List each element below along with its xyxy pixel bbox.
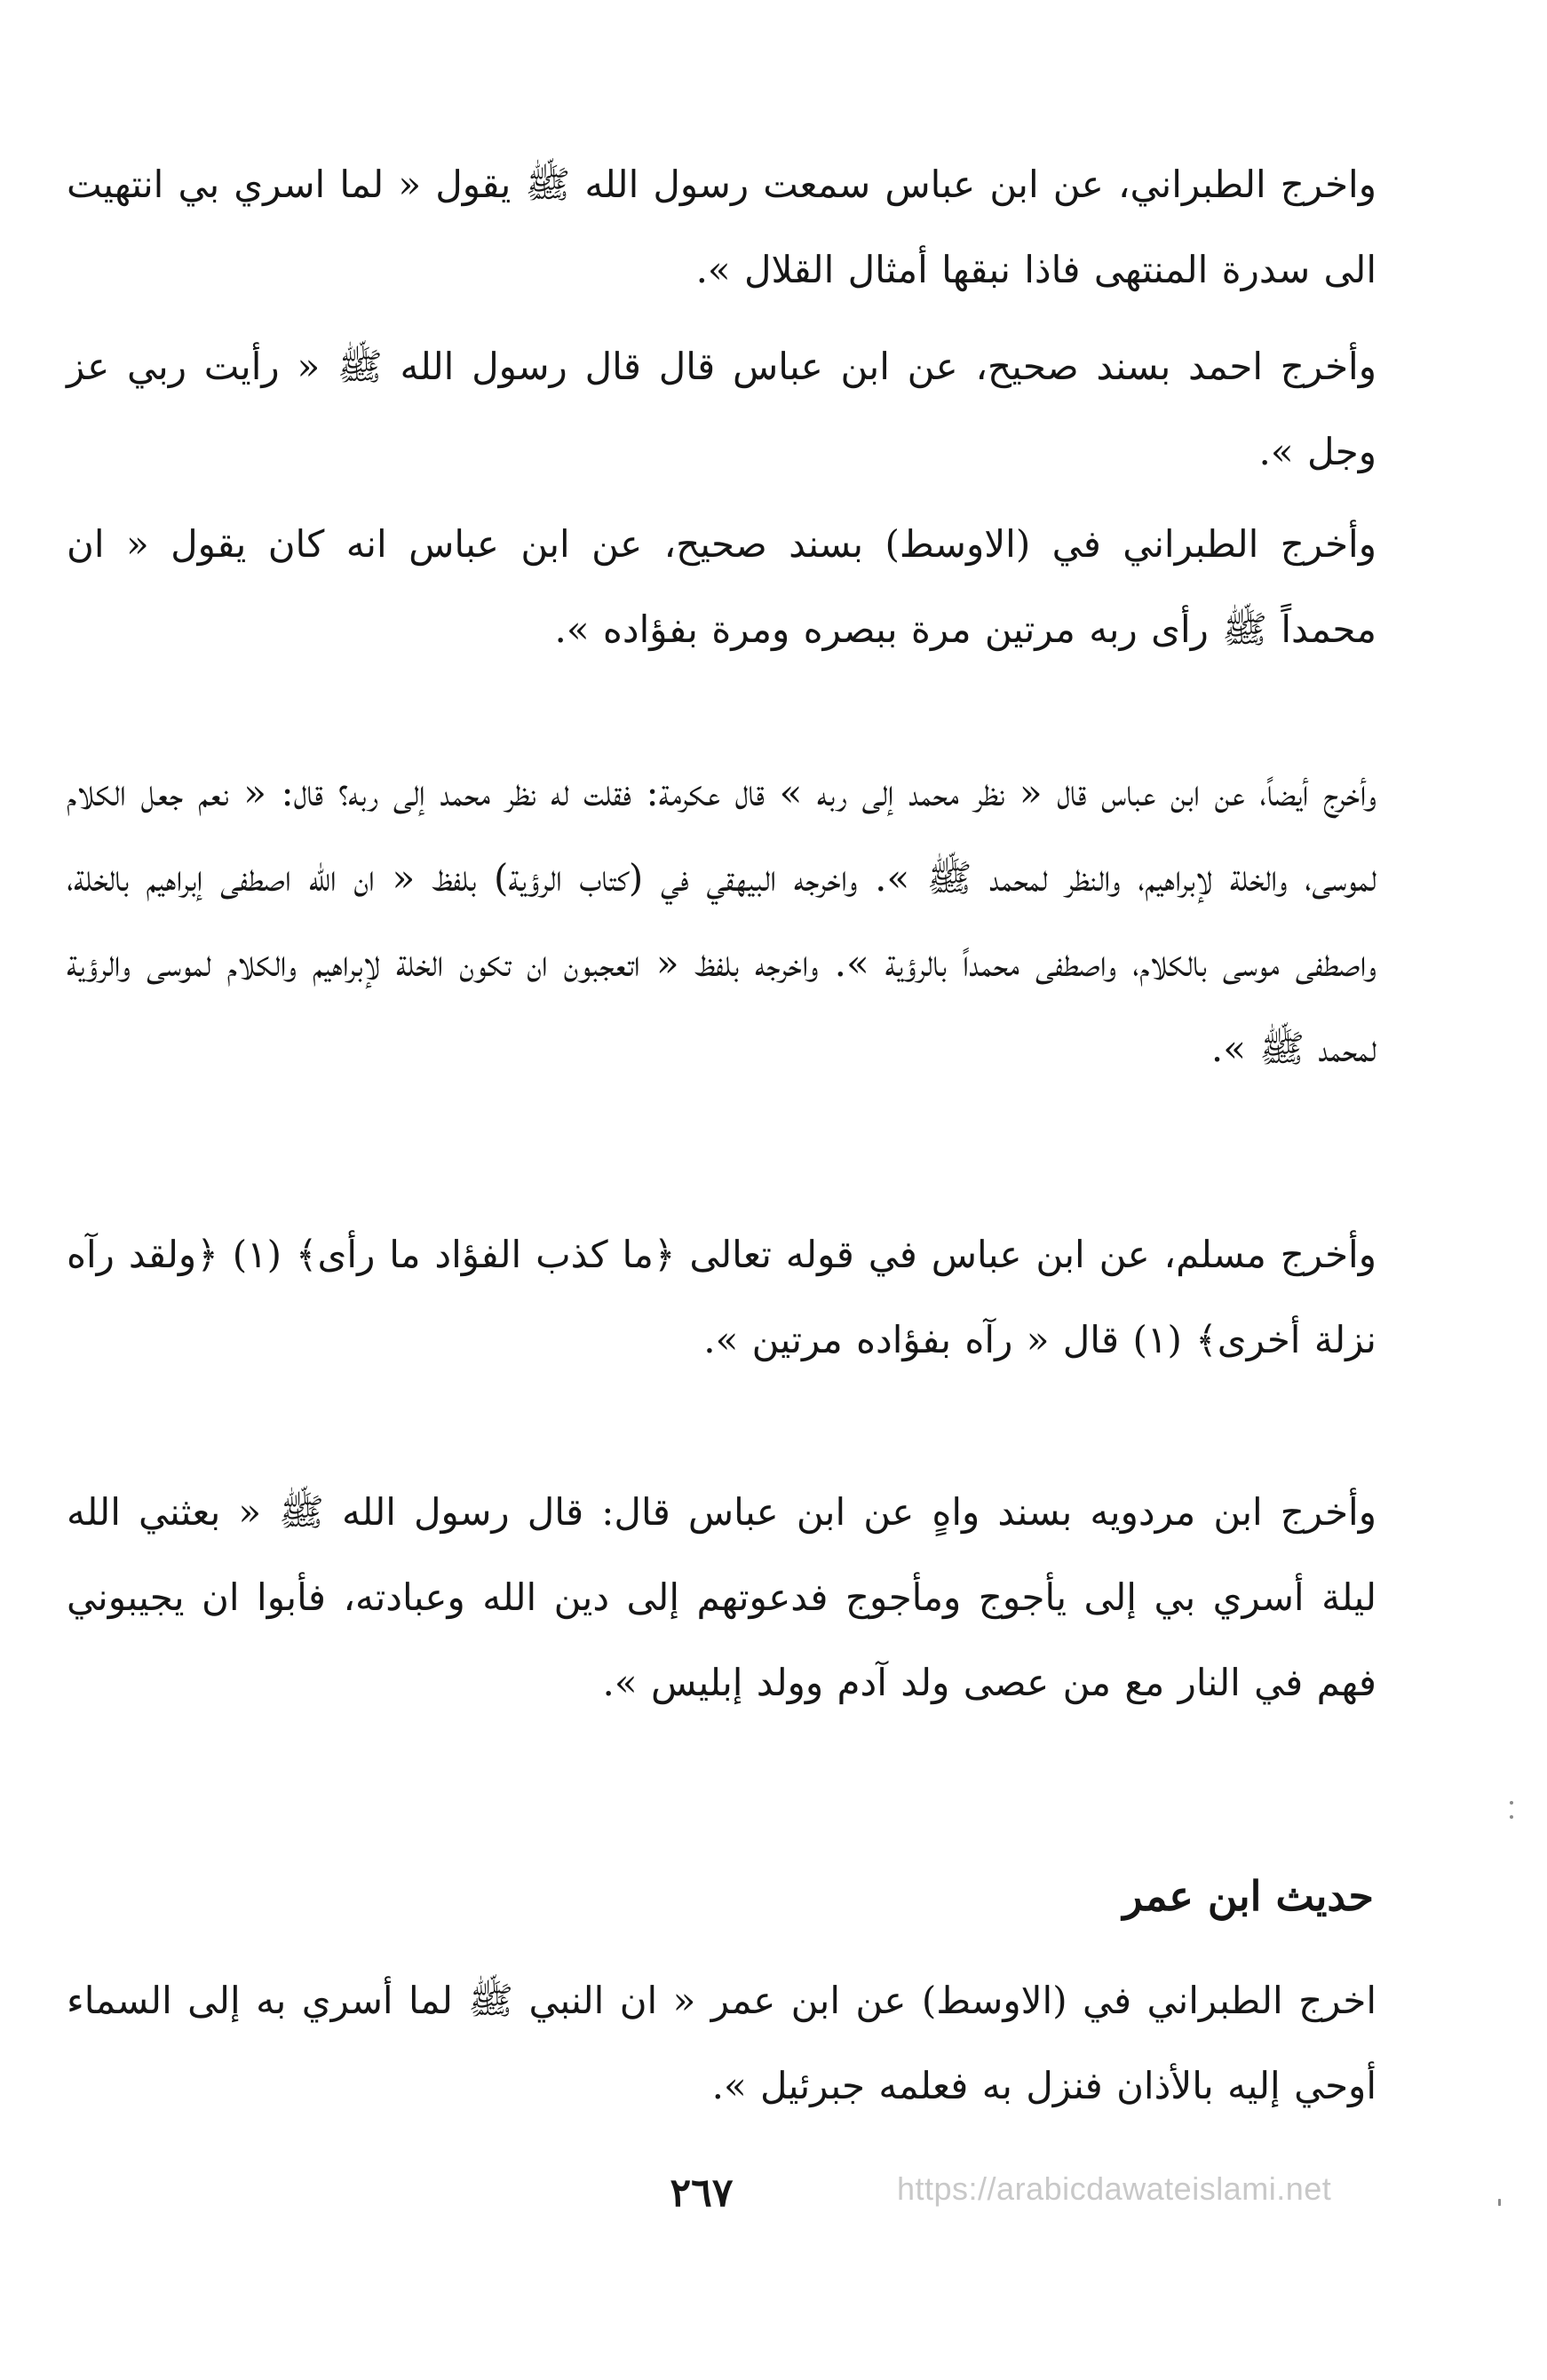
scan-speck	[1498, 2199, 1501, 2206]
scan-speck	[1510, 1801, 1513, 1805]
paragraph-tabarani-awsat: وأخرج الطبراني في (الاوسط) بسند صحيح، عن ابن عباس انه كان يقول « ان محمداً ﷺ رأى ربه مرتين مرة ببصره ومرة بفؤاده ».	[67, 522, 1376, 651]
page-number: ٢٦٧	[670, 2170, 734, 2216]
paragraph-ikrima-bayhaqi: وأخرج أيضاً، عن ابن عباس قال « نظر محمد إلى ربه » قال عكرمة: فقلت له نظر محمد إلى ربه؟ قال: « نعم جعل الكلام لموسى، والخلة لإبراهيم، والنظر لمحمد ﷺ ». واخرجه البيهقي في (كتاب الرؤية) بلفظ « ان الله اصطفى إبراهيم بالخلة، واصطفى موسى بالكلام، واصطفى محمداً بالرؤية ». واخرجه بلفظ « اتعجبون ان تكون الخلة لإبراهيم والكلام لموسى والرؤية لمحمد ﷺ ».	[67, 771, 1377, 1070]
paragraph-muslim-verse: وأخرج مسلم، عن ابن عباس في قوله تعالى ﴿ما كذب الفؤاد ما رأى﴾ (١) ﴿ولقد رآه نزلة أخرى﴾ (١) قال « رآه بفؤاده مرتين ».	[67, 1233, 1376, 1361]
watermark-url: https://arabicdawateislami.net	[897, 2170, 1332, 2207]
paragraph-ibn-umar-adhan: اخرج الطبراني في (الاوسط) عن ابن عمر « ان النبي ﷺ لما أسري به إلى السماء أوحي إليه بالأذان فنزل به فعلمه جبرئيل ».	[67, 1979, 1376, 2107]
paragraph-ahmad-ruya: وأخرج احمد بسند صحيح، عن ابن عباس قال قال رسول الله ﷺ « رأيت ربي عز وجل ».	[67, 345, 1377, 473]
paragraph-tabarani-sidrat: واخرج الطبراني، عن ابن عباس سمعت رسول الله ﷺ يقول « لما اسري بي انتهيت الى سدرة المنتهى فاذا نبقها أمثال القلال ».	[67, 163, 1377, 291]
scan-speck	[1510, 1815, 1513, 1819]
paragraph-ibn-mardawayh: وأخرج ابن مردويه بسند واهٍ عن ابن عباس قال: قال رسول الله ﷺ « بعثني الله ليلة أسري بي إلى يأجوج ومأجوج فدعوتهم إلى دين الله وعبادته، فأبوا ان يجيبوني فهم في النار مع من عصى ولد آدم وولد إبليس ».	[67, 1490, 1376, 1704]
section-heading-ibn-umar: حديث ابن عمر	[1123, 1872, 1374, 1920]
